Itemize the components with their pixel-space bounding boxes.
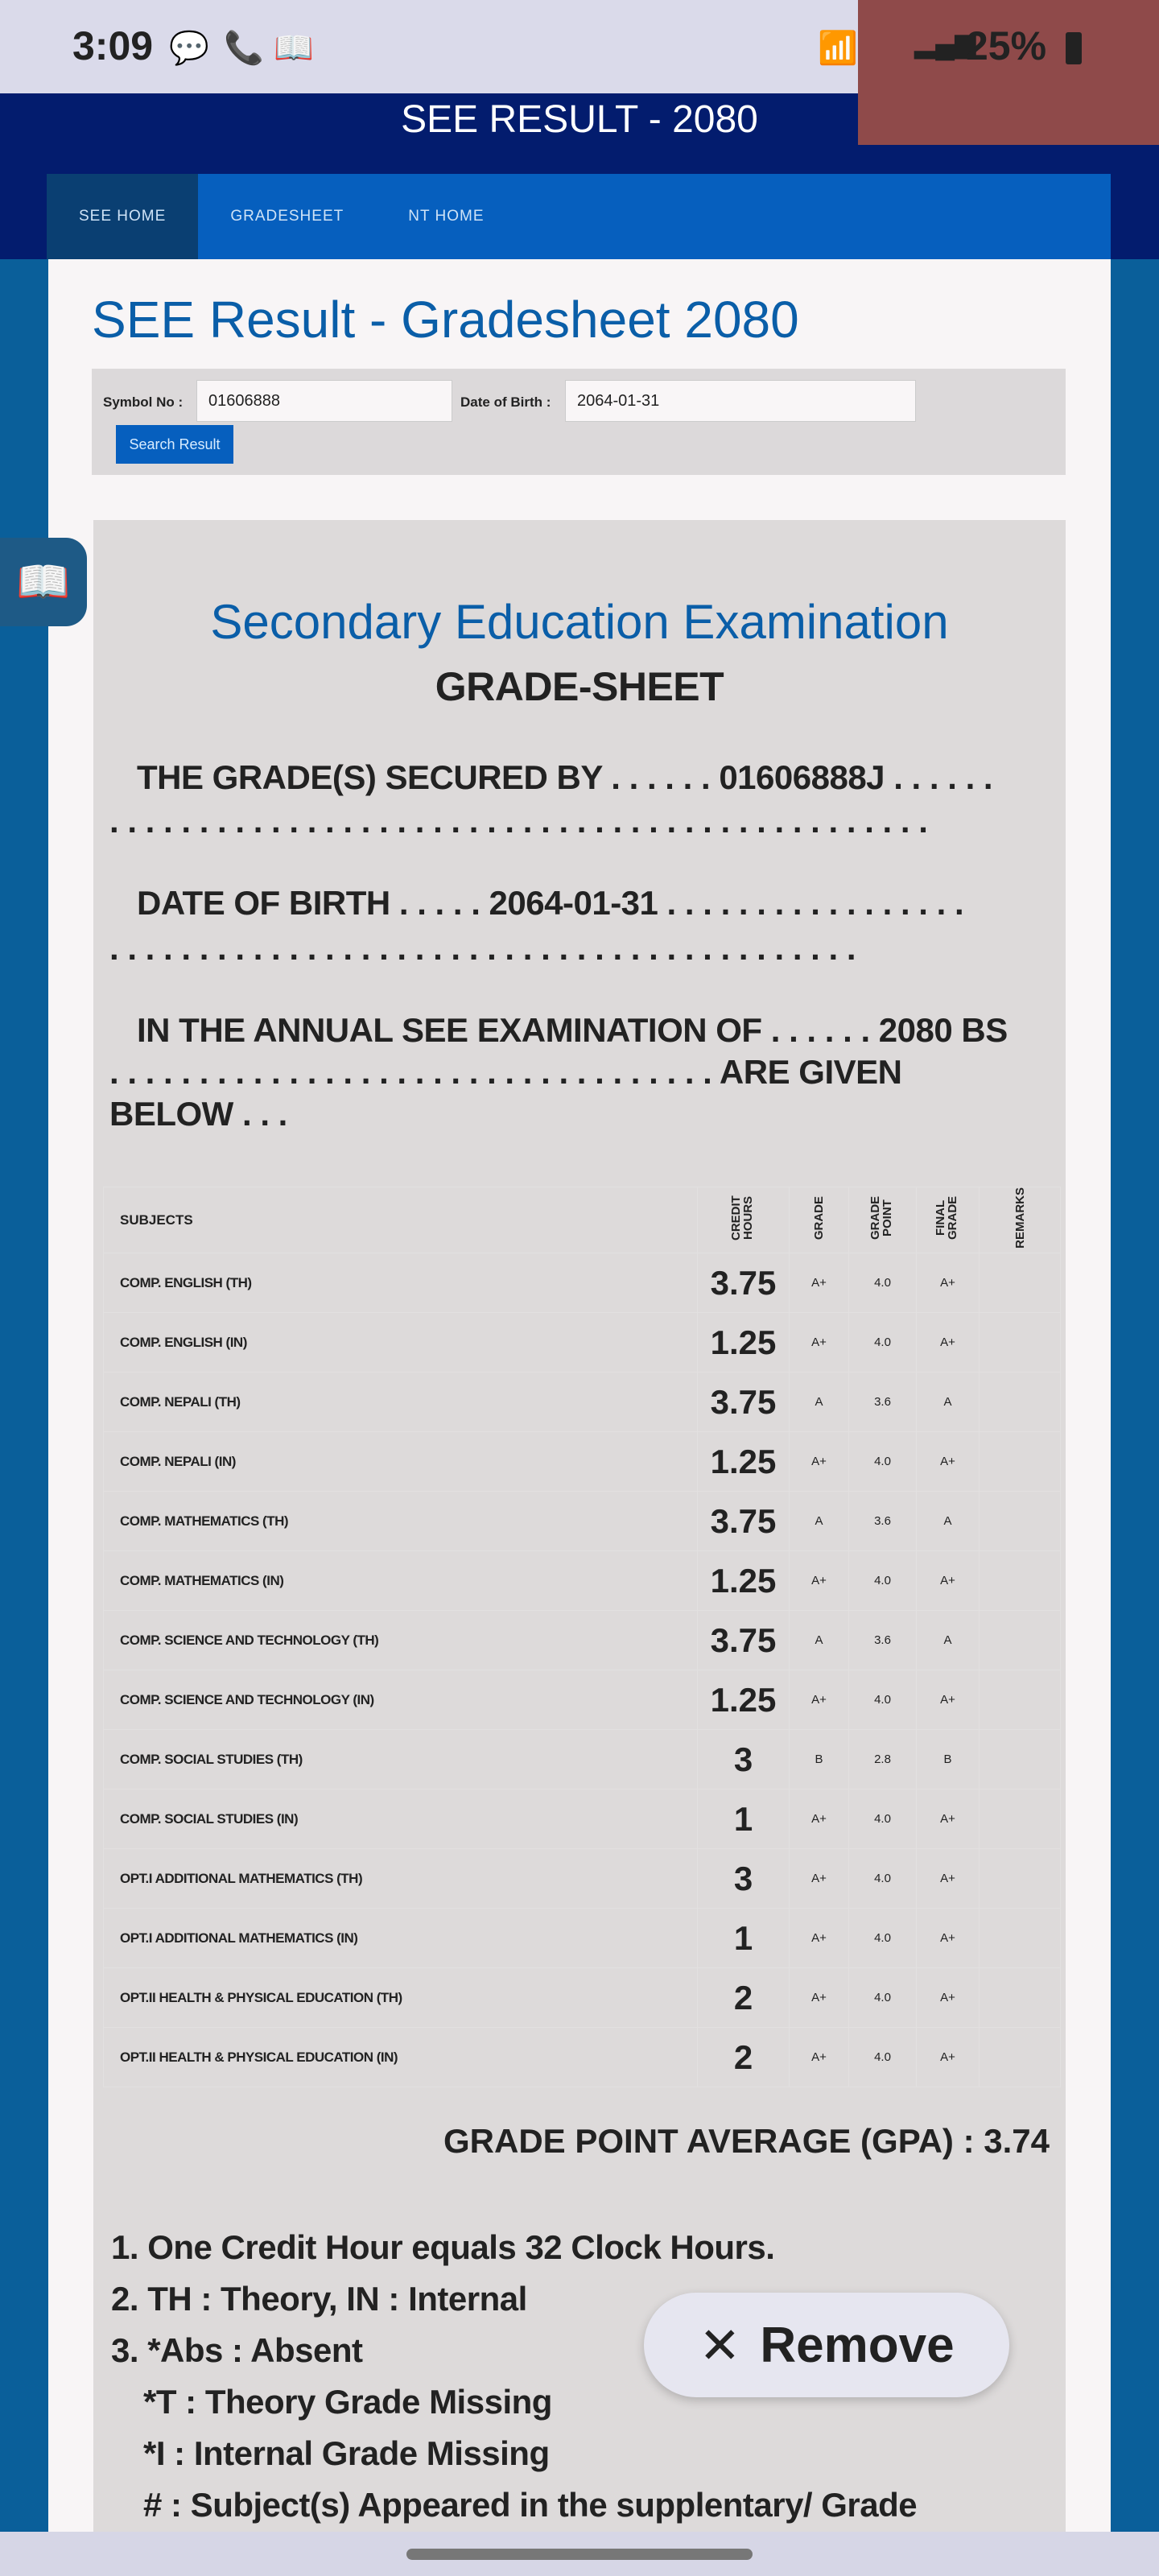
subject-cell: COMP. NEPALI (TH): [104, 1373, 698, 1432]
subject-cell: OPT.I ADDITIONAL MATHEMATICS (IN): [104, 1909, 698, 1968]
nav-nt-home[interactable]: NT HOME: [408, 208, 485, 225]
final-grade-cell: A+: [917, 1849, 980, 1909]
credit-hours-cell: 1.25: [698, 1313, 790, 1373]
remarks-cell: [980, 1968, 1061, 2028]
final-grade-cell: A+: [917, 1909, 980, 1968]
final-grade-cell: A: [917, 1611, 980, 1670]
subject-cell: COMP. SOCIAL STUDIES (IN): [104, 1790, 698, 1849]
note: *I : Internal Grade Missing: [143, 2434, 550, 2472]
table-row: [104, 1909, 1061, 1968]
search-form: [92, 369, 1066, 475]
gpa: GRADE POINT AVERAGE (GPA) : 3.74: [443, 2122, 1050, 2160]
grade-point-cell: 4.0: [849, 1313, 917, 1373]
battery-icon: [1066, 32, 1082, 64]
col-remarks: REMARKS: [1013, 1187, 1027, 1249]
table-row: [104, 1730, 1061, 1790]
subject-cell: COMP. MATHEMATICS (IN): [104, 1551, 698, 1611]
credit-hours-cell: 1: [698, 1909, 790, 1968]
secured-by-line: THE GRADE(S) SECURED BY . . . . . . 01606888J . . . . . .: [137, 758, 993, 796]
remarks-cell: [980, 1611, 1061, 1670]
remarks-cell: [980, 1373, 1061, 1432]
remarks-cell: [980, 2028, 1061, 2087]
grade-point-cell: 4.0: [849, 1253, 917, 1313]
grade-cell: A+: [790, 1790, 849, 1849]
remove-label: Remove: [760, 2317, 955, 2373]
note: 2. TH : Theory, IN : Internal: [111, 2280, 527, 2318]
credit-hours-cell: 1.25: [698, 1551, 790, 1611]
table-row: [104, 1849, 1061, 1909]
grade-point-cell: 3.6: [849, 1492, 917, 1551]
credit-hours-cell: 3: [698, 1730, 790, 1790]
grade-cell: A+: [790, 1432, 849, 1492]
remarks-cell: [980, 1492, 1061, 1551]
grade-point-cell: 4.0: [849, 1849, 917, 1909]
grade-point-cell: 4.0: [849, 1790, 917, 1849]
messenger-icon: 💬: [169, 31, 209, 66]
col-credit-hours: CREDIT HOURS: [728, 1195, 755, 1241]
page-title: SEE Result - Gradesheet 2080: [92, 291, 799, 349]
grade-point-cell: 4.0: [849, 1909, 917, 1968]
wifi-icon: 📶: [818, 31, 858, 66]
book-icon: 📖: [274, 31, 314, 66]
grade-cell: A+: [790, 2028, 849, 2087]
credit-hours-cell: 3.75: [698, 1373, 790, 1432]
search-result-button[interactable]: Search Result: [116, 425, 233, 464]
grade-point-cell: 4.0: [849, 1670, 917, 1730]
note: 1. One Credit Hour equals 32 Clock Hours.: [111, 2228, 775, 2266]
remarks-cell: [980, 1730, 1061, 1790]
credit-hours-cell: 3.75: [698, 1611, 790, 1670]
note: *T : Theory Grade Missing: [143, 2383, 552, 2421]
dob-line: DATE OF BIRTH . . . . . 2064-01-31 . . . . . . . . . . . . . . . . .: [137, 884, 964, 922]
home-gesture-handle[interactable]: [406, 2549, 753, 2560]
credit-hours-cell: 3: [698, 1849, 790, 1909]
final-grade-cell: A+: [917, 1670, 980, 1730]
status-time: 3:09: [72, 23, 154, 68]
redaction-box: [858, 0, 1159, 145]
grade-point-cell: 4.0: [849, 1968, 917, 2028]
battery-percent: 25%: [966, 23, 1047, 68]
col-subjects: SUBJECTS: [104, 1187, 698, 1253]
table-row: [104, 2028, 1061, 2087]
exam-line: IN THE ANNUAL SEE EXAMINATION OF . . . . . . 2080 BS: [137, 1011, 1008, 1049]
subject-cell: COMP. SOCIAL STUDIES (TH): [104, 1730, 698, 1790]
table-row: [104, 1611, 1061, 1670]
final-grade-cell: A+: [917, 1968, 980, 2028]
grade-cell: A+: [790, 1849, 849, 1909]
dots-line: . . . . . . . . . . . . . . . . . . . . . . . . . . . . . . . . . . . . . . . . . . . . . .: [109, 802, 928, 840]
subject-cell: COMP. SCIENCE AND TECHNOLOGY (TH): [104, 1611, 698, 1670]
remarks-cell: [980, 1253, 1061, 1313]
final-grade-cell: A+: [917, 1313, 980, 1373]
table-row: [104, 1432, 1061, 1492]
grade-cell: B: [790, 1730, 849, 1790]
nav-gradesheet[interactable]: GRADESHEET: [230, 208, 344, 225]
table-row: [104, 1313, 1061, 1373]
subject-cell: COMP. NEPALI (IN): [104, 1432, 698, 1492]
grade-cell: A+: [790, 1313, 849, 1373]
credit-hours-cell: 3.75: [698, 1253, 790, 1313]
final-grade-cell: A+: [917, 1253, 980, 1313]
grade-cell: A+: [790, 1253, 849, 1313]
remove-button[interactable]: [644, 2293, 1009, 2397]
remarks-cell: [980, 1670, 1061, 1730]
symbol-label: Symbol No :: [103, 394, 184, 410]
col-grade: GRADE: [812, 1195, 826, 1241]
credit-hours-cell: 1.25: [698, 1432, 790, 1492]
gradesheet-heading: GRADE-SHEET: [435, 664, 724, 709]
reader-floating-button[interactable]: [0, 538, 87, 626]
table-row: [104, 1551, 1061, 1611]
final-grade-cell: A: [917, 1492, 980, 1551]
grade-point-cell: 4.0: [849, 2028, 917, 2087]
table-row: [104, 1253, 1061, 1313]
gradesheet: [93, 520, 1066, 2532]
note: 3. *Abs : Absent: [111, 2331, 363, 2369]
credit-hours-cell: 2: [698, 2028, 790, 2087]
credit-hours-cell: 1: [698, 1790, 790, 1849]
final-grade-cell: A+: [917, 1551, 980, 1611]
remarks-cell: [980, 1432, 1061, 1492]
table-row: [104, 1968, 1061, 2028]
table-row: [104, 1373, 1061, 1432]
site-title: SEE RESULT - 2080: [401, 98, 758, 141]
final-grade-cell: A+: [917, 2028, 980, 2087]
grade-point-cell: 3.6: [849, 1373, 917, 1432]
final-grade-cell: A+: [917, 1432, 980, 1492]
exam-line-end: BELOW . . .: [109, 1095, 287, 1133]
remarks-cell: [980, 1849, 1061, 1909]
credit-hours-cell: 3.75: [698, 1492, 790, 1551]
remarks-cell: [980, 1909, 1061, 1968]
main-nav: [47, 174, 1111, 259]
exam-line-cont: . . . . . . . . . . . . . . . . . . . . . . . . . . . . . . . . . . ARE GIVEN: [109, 1053, 902, 1091]
close-icon: ✕: [699, 2318, 741, 2374]
final-grade-cell: A+: [917, 1790, 980, 1849]
grade-cell: A: [790, 1611, 849, 1670]
subject-cell: COMP. ENGLISH (TH): [104, 1253, 698, 1313]
final-grade-cell: A: [917, 1373, 980, 1432]
col-final-grade: FINAL GRADE: [933, 1195, 959, 1241]
table-row: [104, 1790, 1061, 1849]
final-grade-cell: B: [917, 1730, 980, 1790]
grade-point-cell: 4.0: [849, 1551, 917, 1611]
subject-cell: OPT.II HEALTH & PHYSICAL EDUCATION (TH): [104, 1968, 698, 2028]
dots-line: . . . . . . . . . . . . . . . . . . . . . . . . . . . . . . . . . . . . . . . . . .: [109, 929, 856, 967]
table-row: [104, 1492, 1061, 1551]
subject-cell: OPT.I ADDITIONAL MATHEMATICS (TH): [104, 1849, 698, 1909]
book-icon: 📖: [16, 557, 71, 606]
table-row: [104, 1670, 1061, 1730]
dob-label: Date of Birth :: [460, 394, 551, 410]
grade-cell: A+: [790, 1968, 849, 2028]
grade-cell: A+: [790, 1909, 849, 1968]
col-grade-point: GRADE POINT: [868, 1195, 894, 1241]
grade-cell: A: [790, 1373, 849, 1432]
grade-cell: A+: [790, 1551, 849, 1611]
remarks-cell: [980, 1551, 1061, 1611]
remarks-cell: [980, 1313, 1061, 1373]
grade-point-cell: 3.6: [849, 1611, 917, 1670]
grade-point-cell: 2.8: [849, 1730, 917, 1790]
grade-point-cell: 4.0: [849, 1432, 917, 1492]
grade-cell: A: [790, 1492, 849, 1551]
note: # : Subject(s) Appeared in the supplentary/ Grade: [143, 2486, 918, 2524]
subject-cell: COMP. MATHEMATICS (TH): [104, 1492, 698, 1551]
credit-hours-cell: 1.25: [698, 1670, 790, 1730]
grades-table: [103, 1187, 1061, 2087]
signal-icon: ▂▄▆: [914, 28, 976, 59]
exam-heading: Secondary Education Examination: [210, 595, 949, 649]
subject-cell: OPT.II HEALTH & PHYSICAL EDUCATION (IN): [104, 2028, 698, 2087]
grade-cell: A+: [790, 1670, 849, 1730]
credit-hours-cell: 2: [698, 1968, 790, 2028]
phone-icon: 📞: [224, 31, 264, 66]
remarks-cell: [980, 1790, 1061, 1849]
dob-input[interactable]: 2064-01-31: [565, 380, 916, 422]
subject-cell: COMP. ENGLISH (IN): [104, 1313, 698, 1373]
nav-see-home[interactable]: SEE HOME: [47, 174, 198, 259]
symbol-input[interactable]: 01606888: [196, 380, 452, 422]
subject-cell: COMP. SCIENCE AND TECHNOLOGY (IN): [104, 1670, 698, 1730]
